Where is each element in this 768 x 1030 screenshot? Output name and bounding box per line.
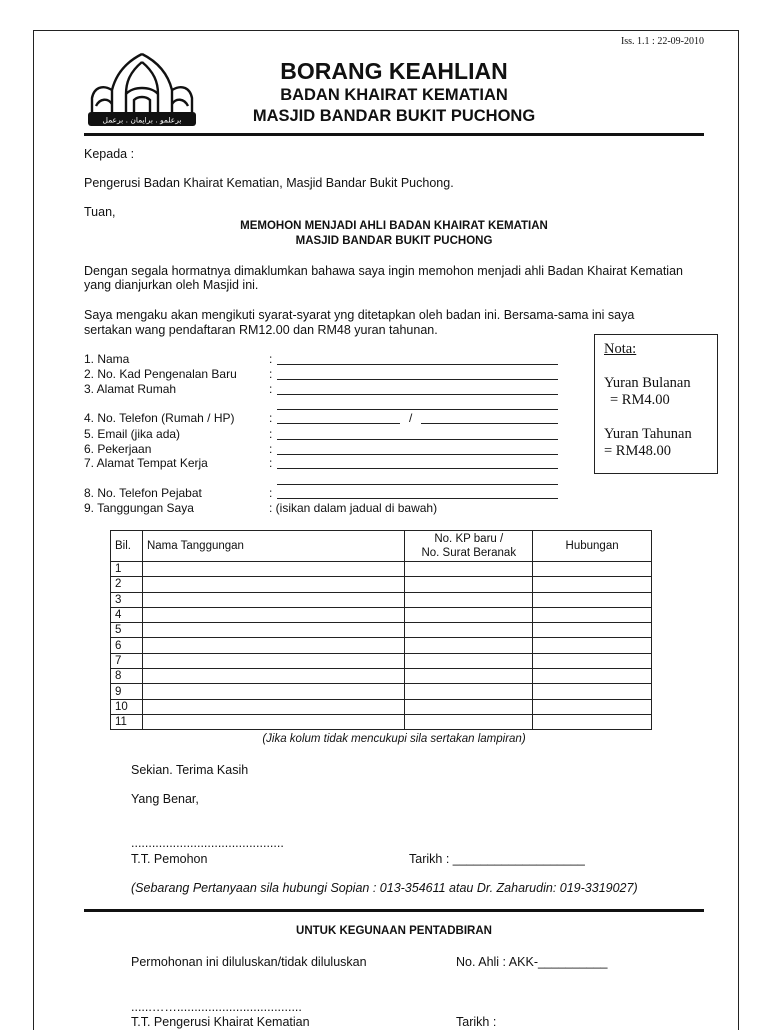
row-ic-cell[interactable] <box>405 699 533 714</box>
paragraph-2-line-1: Saya mengaku akan mengikuti syarat-syarat yng ditetapkan oleh badan ini. Bersama-sama ini saya <box>84 308 635 322</box>
table-row <box>111 638 652 653</box>
row-ic-cell[interactable] <box>405 653 533 668</box>
field-occupation-label: 6. Pekerjaan <box>84 442 152 456</box>
field-email-colon: : <box>269 427 273 441</box>
logo-caption: برعلمو . برايمان . برعمل <box>102 115 182 125</box>
row-bil: 10 <box>111 699 143 714</box>
yearly-fee-value: = RM48.00 <box>604 443 671 459</box>
row-relationship-cell[interactable] <box>533 562 652 577</box>
row-name-cell[interactable] <box>142 623 404 638</box>
row-name-cell[interactable] <box>142 653 404 668</box>
form-title: BORANG KEAHLIAN <box>280 58 508 84</box>
field-phone-slash: / <box>409 411 413 425</box>
row-relationship-cell[interactable] <box>533 638 652 653</box>
note-title: Nota: <box>604 341 637 357</box>
field-ic-line[interactable] <box>277 379 558 380</box>
letter-recipient: Pengerusi Badan Khairat Kematian, Masjid Bandar Bukit Puchong. <box>84 176 454 190</box>
dependents-table <box>110 530 652 730</box>
header-divider <box>84 133 704 136</box>
field-office-phone-label: 8. No. Telefon Pejabat <box>84 486 202 500</box>
row-name-cell[interactable] <box>142 592 404 607</box>
field-email-line[interactable] <box>277 439 558 440</box>
admin-member-number[interactable]: No. Ahli : AKK-__________ <box>456 955 608 969</box>
field-work-address-label: 7. Alamat Tempat Kerja <box>84 456 208 470</box>
closing-thanks: Sekian. Terima Kasih <box>131 763 249 777</box>
row-relationship-cell[interactable] <box>533 607 652 622</box>
issue-number: Iss. 1.1 : 22-09-2010 <box>620 36 704 47</box>
row-name-cell[interactable] <box>142 607 404 622</box>
paragraph-1-line-1: Dengan segala hormatnya dimaklumkan bahawa saya ingin memohon menjadi ahli Badan Khairat Kematian <box>84 264 683 278</box>
row-bil: 11 <box>111 714 143 729</box>
table-row <box>111 623 652 638</box>
field-address-label: 3. Alamat Rumah <box>84 382 177 396</box>
paragraph-2-line-2: sertakan wang pendaftaran RM12.00 dan RM48 yuran tahunan. <box>84 323 438 337</box>
table-row <box>111 714 652 729</box>
row-ic-cell[interactable] <box>405 684 533 699</box>
field-ic-colon: : <box>269 367 273 381</box>
applicant-signature-line[interactable]: ............................................ <box>131 836 284 850</box>
row-relationship-cell[interactable] <box>533 592 652 607</box>
field-name-label: 1. Nama <box>84 352 130 366</box>
field-office-phone-line[interactable] <box>277 498 558 499</box>
field-occupation-colon: : <box>269 442 273 456</box>
row-bil: 9 <box>111 684 143 699</box>
table-header-row <box>111 531 652 562</box>
letter-heading-2: MASJID BANDAR BUKIT PUCHONG <box>295 235 493 247</box>
field-email-label: 5. Email (jika ada) <box>84 427 181 441</box>
monthly-fee-label: Yuran Bulanan <box>604 375 691 391</box>
form-subtitle-2: MASJID BANDAR BUKIT PUCHONG <box>252 107 536 125</box>
field-name-line[interactable] <box>277 364 558 365</box>
table-row <box>111 669 652 684</box>
monthly-fee-value: = RM4.00 <box>610 392 670 408</box>
field-address-line-2[interactable] <box>277 409 558 410</box>
row-ic-cell[interactable] <box>405 577 533 592</box>
table-row <box>111 653 652 668</box>
row-relationship-cell[interactable] <box>533 653 652 668</box>
row-name-cell[interactable] <box>142 699 404 714</box>
table-row <box>111 562 652 577</box>
row-relationship-cell[interactable] <box>533 684 652 699</box>
field-address-line[interactable] <box>277 394 558 395</box>
table-row <box>111 699 652 714</box>
table-row <box>111 684 652 699</box>
row-name-cell[interactable] <box>142 684 404 699</box>
field-dependents-note: : (isikan dalam jadual di bawah) <box>269 501 438 515</box>
row-bil: 3 <box>111 592 143 607</box>
row-ic-cell[interactable] <box>405 607 533 622</box>
col-header-relationship: Hubungan <box>533 531 652 562</box>
col-header-ic-line-1: No. KP baru / <box>434 533 504 545</box>
admin-heading: UNTUK KEGUNAAN PENTADBIRAN <box>296 925 492 937</box>
admin-approval-text: Permohonan ini diluluskan/tidak diluluskan <box>131 955 367 969</box>
contact-info: (Sebarang Pertanyaan sila hubungi Sopian : 013-354611 atau Dr. Zaharudin: 019-3319027) <box>131 881 638 895</box>
field-office-phone-colon: : <box>269 486 273 500</box>
row-bil: 4 <box>111 607 143 622</box>
row-name-cell[interactable] <box>142 714 404 729</box>
yearly-fee-label: Yuran Tahunan <box>604 426 692 442</box>
col-header-bil: Bil. <box>111 531 143 562</box>
row-relationship-cell[interactable] <box>533 577 652 592</box>
field-phone-home-line[interactable] <box>277 423 400 424</box>
chairman-signature-label: T.T. Pengerusi Khairat Kematian <box>131 1015 310 1029</box>
row-name-cell[interactable] <box>142 562 404 577</box>
table-row <box>111 607 652 622</box>
chairman-signature-line[interactable]: ......…….................................... <box>131 1000 302 1014</box>
row-ic-cell[interactable] <box>405 638 533 653</box>
row-name-cell[interactable] <box>142 638 404 653</box>
field-work-address-line-2[interactable] <box>277 484 558 485</box>
letter-salutation: Tuan, <box>84 205 116 219</box>
row-ic-cell[interactable] <box>405 592 533 607</box>
row-bil: 8 <box>111 669 143 684</box>
letter-heading: MEMOHON MENJADI AHLI BADAN KHAIRAT KEMATIAN <box>240 220 548 232</box>
field-work-address-line[interactable] <box>277 468 558 469</box>
row-bil: 7 <box>111 653 143 668</box>
row-ic-cell[interactable] <box>405 669 533 684</box>
field-address-colon: : <box>269 382 273 396</box>
table-row <box>111 577 652 592</box>
row-relationship-cell[interactable] <box>533 714 652 729</box>
field-work-address-colon: : <box>269 456 273 470</box>
field-ic-label: 2. No. Kad Pengenalan Baru <box>84 367 237 381</box>
row-relationship-cell[interactable] <box>533 699 652 714</box>
admin-divider <box>84 909 704 912</box>
col-header-name: Nama Tanggungan <box>142 531 404 562</box>
row-bil: 5 <box>111 623 143 638</box>
row-bil: 1 <box>111 562 143 577</box>
row-bil: 6 <box>111 638 143 653</box>
row-relationship-cell[interactable] <box>533 669 652 684</box>
field-name-colon: : <box>269 352 273 366</box>
row-relationship-cell[interactable] <box>533 623 652 638</box>
col-header-ic <box>405 531 533 562</box>
row-bil: 2 <box>111 577 143 592</box>
table-note: (Jika kolum tidak mencukupi sila sertakan lampiran) <box>262 733 526 745</box>
row-ic-cell[interactable] <box>405 623 533 638</box>
field-phone-colon: : <box>269 411 273 425</box>
col-header-ic-line-2: No. Surat Beranak <box>421 547 517 559</box>
closing-yours: Yang Benar, <box>131 792 199 806</box>
row-name-cell[interactable] <box>142 669 404 684</box>
fee-note-box <box>594 334 718 474</box>
applicant-date-field[interactable]: Tarikh : ___________________ <box>409 852 585 866</box>
row-ic-cell[interactable] <box>405 562 533 577</box>
paragraph-1-line-2: yang dianjurkan oleh Masjid ini. <box>84 278 259 292</box>
applicant-signature-label: T.T. Pemohon <box>131 852 208 866</box>
chairman-date-label: Tarikh : <box>456 1015 497 1029</box>
letter-to: Kepada : <box>84 147 135 161</box>
field-dependents-label: 9. Tanggungan Saya <box>84 501 194 515</box>
field-phone-label: 4. No. Telefon (Rumah / HP) <box>84 411 235 425</box>
form-subtitle: BADAN KHAIRAT KEMATIAN <box>280 86 508 104</box>
row-ic-cell[interactable] <box>405 714 533 729</box>
table-row <box>111 592 652 607</box>
field-phone-mobile-line[interactable] <box>421 423 558 424</box>
row-name-cell[interactable] <box>142 577 404 592</box>
field-occupation-line[interactable] <box>277 454 558 455</box>
